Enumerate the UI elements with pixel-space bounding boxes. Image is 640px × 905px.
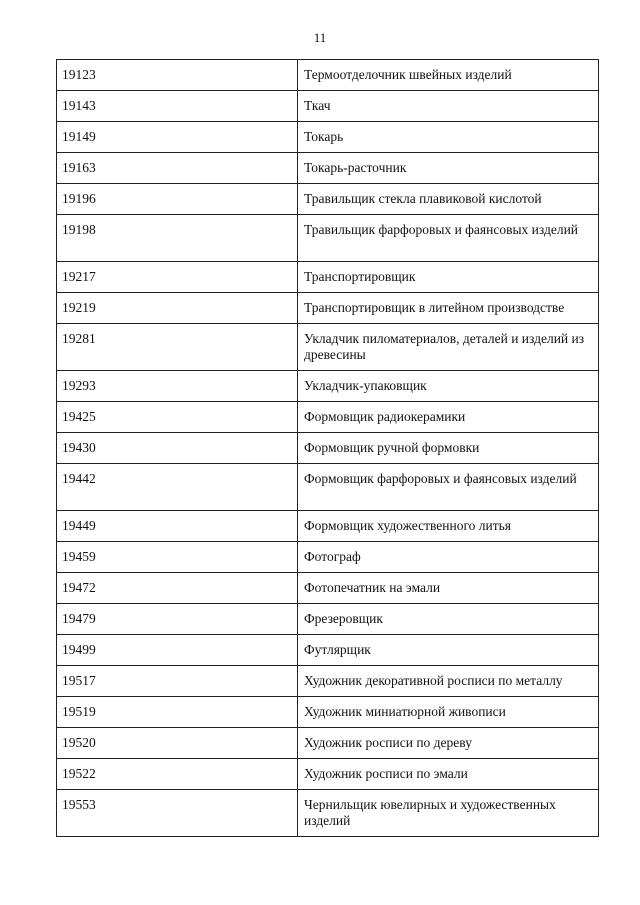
table-row [57, 122, 599, 153]
profession-name: Художник миниатюрной живописи [298, 697, 599, 728]
profession-codes-table [56, 59, 599, 837]
profession-code: 19219 [57, 293, 298, 324]
profession-name: Фотопечатник на эмали [298, 573, 599, 604]
table-row [57, 666, 599, 697]
table-row [57, 573, 599, 604]
profession-name: Термоотделочник швейных изделий [298, 60, 599, 91]
profession-name: Формовщик ручной формовки [298, 433, 599, 464]
profession-code: 19459 [57, 542, 298, 573]
profession-code: 19123 [57, 60, 298, 91]
profession-code: 19198 [57, 215, 298, 262]
table-row [57, 262, 599, 293]
profession-code: 19149 [57, 122, 298, 153]
profession-code: 19449 [57, 511, 298, 542]
profession-code: 19196 [57, 184, 298, 215]
table-row [57, 402, 599, 433]
table-row [57, 728, 599, 759]
profession-code: 19143 [57, 91, 298, 122]
profession-code: 19517 [57, 666, 298, 697]
profession-name: Художник росписи по эмали [298, 759, 599, 790]
profession-name: Травильщик фарфоровых и фаянсовых изделий [298, 215, 599, 262]
table-row [57, 184, 599, 215]
profession-name: Художник декоративной росписи по металлу [298, 666, 599, 697]
profession-name: Токарь [298, 122, 599, 153]
profession-name: Ткач [298, 91, 599, 122]
profession-name: Укладчик-упаковщик [298, 371, 599, 402]
profession-code: 19479 [57, 604, 298, 635]
table-row [57, 635, 599, 666]
profession-name: Токарь-расточник [298, 153, 599, 184]
table-row [57, 60, 599, 91]
profession-name: Футлярщик [298, 635, 599, 666]
table-row [57, 215, 599, 262]
profession-code: 19499 [57, 635, 298, 666]
profession-code: 19281 [57, 324, 298, 371]
table-row [57, 91, 599, 122]
profession-code: 19520 [57, 728, 298, 759]
table-row [57, 697, 599, 728]
profession-name: Художник росписи по дереву [298, 728, 599, 759]
profession-code: 19519 [57, 697, 298, 728]
profession-code: 19293 [57, 371, 298, 402]
table-row [57, 293, 599, 324]
table-row [57, 433, 599, 464]
table-row [57, 511, 599, 542]
profession-code: 19217 [57, 262, 298, 293]
profession-name: Фотограф [298, 542, 599, 573]
table-row [57, 604, 599, 635]
table-row [57, 464, 599, 511]
page-number: 11 [313, 30, 327, 45]
profession-name: Формовщик художественного литья [298, 511, 599, 542]
profession-code: 19163 [57, 153, 298, 184]
table-row [57, 790, 599, 837]
profession-code: 19442 [57, 464, 298, 511]
profession-code: 19430 [57, 433, 298, 464]
profession-name: Травильщик стекла плавиковой кислотой [298, 184, 599, 215]
table-row [57, 153, 599, 184]
profession-name: Транспортировщик в литейном производстве [298, 293, 599, 324]
table-row [57, 542, 599, 573]
profession-name: Формовщик радиокерамики [298, 402, 599, 433]
profession-code: 19553 [57, 790, 298, 837]
profession-name: Фрезеровщик [298, 604, 599, 635]
table-row [57, 371, 599, 402]
profession-code: 19472 [57, 573, 298, 604]
profession-name: Формовщик фарфоровых и фаянсовых изделий [298, 464, 599, 511]
profession-name: Чернильщик ювелирных и художественных изделий [298, 790, 599, 837]
profession-code: 19522 [57, 759, 298, 790]
profession-name: Укладчик пиломатериалов, деталей и изделий из древесины [298, 324, 599, 371]
profession-name: Транспортировщик [298, 262, 599, 293]
profession-code: 19425 [57, 402, 298, 433]
table-row [57, 324, 599, 371]
table-row [57, 759, 599, 790]
